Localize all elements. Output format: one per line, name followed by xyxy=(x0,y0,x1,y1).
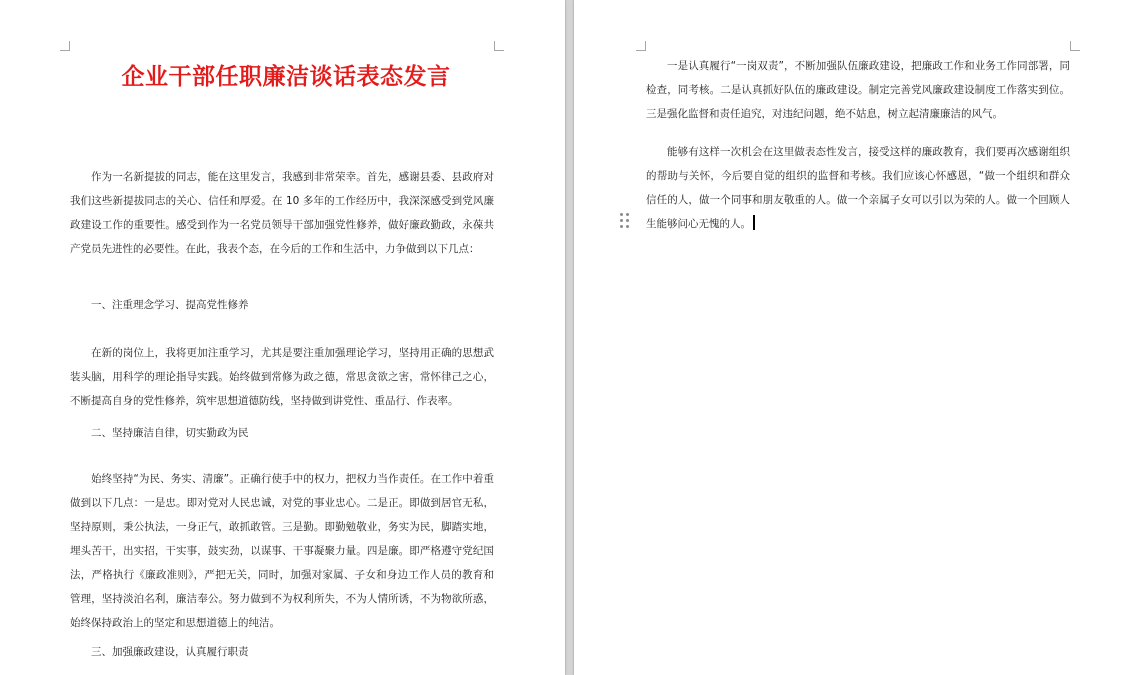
paragraph-drag-handle-icon[interactable] xyxy=(620,213,630,229)
margin-marker-top-left xyxy=(60,41,70,51)
document-page-2[interactable] xyxy=(574,0,1141,675)
section-3-paragraph[interactable]: 一是认真履行“一岗双责”，不断加强队伍廉政建设，把廉政工作和业务工作同部署，同检查，同考核。二是认真抓好队伍的廉政建设。制定完善党风廉政建设制度工作落实到位。三是强化监督和责任追究，对违纪问题，绝不姑息，树立起清廉廉洁的风气。 xyxy=(646,60,1070,120)
text-cursor xyxy=(753,215,755,230)
section-2-paragraph[interactable]: 始终坚持“为民、务实、清廉”。正确行使手中的权力，把权力当作责任。在工作中着重做到以下几点：一是忠。即对党对人民忠诚，对党的事业忠心。二是正。即做到居官无私，坚持原则，秉公执法，一身正气，敢抓敢管。三是勤。即勤勉敬业，务实为民，脚踏实地，埋头苦干，出实招，干实事，鼓实劲，以谋事、干事凝聚力量。四是廉。即严格遵守党纪国法，严格执行《廉政准则》，严把无关，同时，加强对家属、子女和身边工作人员的教育和管理，坚持淡泊名利，廉洁奉公。努力做到不为权利所失，不为人情所诱，不为物欲所惑，始终保持政治上的坚定和思想道德上的纯洁。 xyxy=(70,473,494,629)
document-title[interactable]: 企业干部任职廉洁谈话表态发言 xyxy=(121,63,451,90)
margin-marker-top-left xyxy=(636,41,646,51)
intro-paragraph[interactable]: 作为一名新提拔的同志，能在这里发言，我感到非常荣幸。首先，感谢县委、县政府对我们这些新提拔同志的关心、信任和厚爱。在 10 多年的工作经历中，我深深感受到党风廉政建设工作的重要性。感受到作为一名党员领导干部加强党性修养，做好廉政勤政，永葆共产党员先进性的必要性。在此，我表个态，在今后的工作和生活中，力争做到以下几点： xyxy=(70,171,494,255)
section-heading-2[interactable]: 二、坚持廉洁自律，切实勤政为民 xyxy=(91,427,249,439)
closing-paragraph[interactable] xyxy=(646,140,1070,236)
document-page-1[interactable] xyxy=(0,0,565,675)
closing-paragraph-text: 能够有这样一次机会在这里做表态性发言，接受这样的廉政教育，我们要再次感谢组织的帮助与关怀，今后要自觉的组织的监督和考核。我们应该心怀感恩，“做一个组织和群众信任的人，做一个同事和朋友敬重的人。做一个亲属子女可以引以为荣的人。做一个回顾人生能够问心无愧的人。 xyxy=(646,146,1070,230)
section-1-paragraph[interactable]: 在新的岗位上，我将更加注重学习，尤其是要注重加强理论学习，坚持用正确的思想武装头脑，用科学的理论指导实践。始终做到常修为政之德，常思贪欲之害，常怀律己之心，不断提高自身的党性修养，筑牢思想道德防线，坚持做到讲党性、重品行、作表率。 xyxy=(70,347,494,407)
section-heading-1[interactable]: 一、注重理念学习、提高党性修养 xyxy=(91,299,249,311)
margin-marker-top-right xyxy=(1070,41,1080,51)
margin-marker-top-right xyxy=(494,41,504,51)
section-heading-3[interactable]: 三、加强廉政建设，认真履行职责 xyxy=(91,646,249,658)
